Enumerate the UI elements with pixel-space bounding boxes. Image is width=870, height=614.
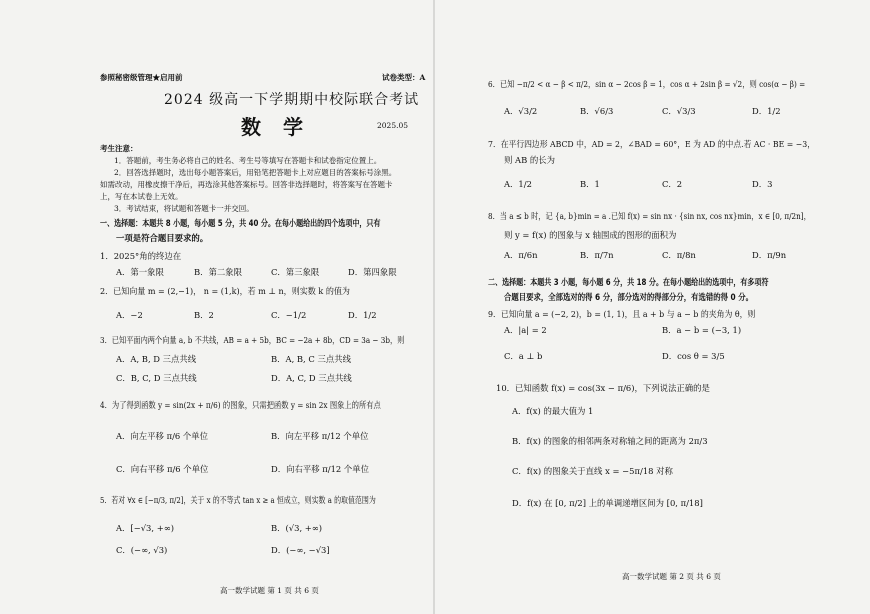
- q6-option-a: A．√3/2: [504, 106, 538, 116]
- notice-title: 考生注意：: [100, 144, 138, 153]
- q1-option-a: A．第一象限: [116, 267, 164, 277]
- q1-option-b: B．第二象限: [194, 267, 243, 277]
- q9-option-a: A．|a| = 2: [504, 325, 547, 335]
- q7-option-d: D．3: [752, 179, 773, 189]
- exam-date: 2025.05: [377, 121, 409, 130]
- right-page-footer: 高一数学试题 第 2 页 共 6 页: [622, 572, 721, 581]
- q7-option-a: A．1/2: [504, 179, 532, 189]
- q3-option-a: A．A, B, D 三点共线: [116, 354, 197, 364]
- question-8: 8．当 a ≤ b 时，记 {a, b}min = a .已知 f(x) = sin nx · {sin nx, cos nx}min，x ∈ [0, π/2n]，: [488, 211, 811, 221]
- section-1-heading-cont: 一项是符合题目要求的。: [116, 233, 209, 243]
- right-page: [482, 0, 857, 614]
- question-8-cont: 则 y = f(x) 的图象与 x 轴围成的图形的面积为: [504, 230, 677, 240]
- confidential-label: 参照秘密级管理★启用前: [100, 73, 183, 82]
- question-7: 7．在平行四边形 ABCD 中，AD = 2，∠BAD = 60°，E 为 AD 的中点.若 AC · BE = −3，: [488, 139, 816, 149]
- q4-option-c: C．向右平移 π/6 个单位: [116, 464, 209, 474]
- q6-option-d: D．1/2: [752, 106, 781, 116]
- q5-option-b: B．(√3, +∞): [271, 523, 323, 533]
- exam-title: 2024 级高一下学期期中校际联合考试: [164, 92, 420, 108]
- q2-option-a: A．−2: [116, 310, 143, 320]
- q3-option-d: D．A, C, D 三点共线: [271, 373, 352, 383]
- q9-option-c: C．a ⊥ b: [504, 351, 543, 361]
- q3-option-c: C．B, C, D 三点共线: [116, 373, 197, 383]
- section-2-heading: 二、选择题：本题共 3 小题，每小题 6 分，共 18 分。在每小题给出的选项中，有多项符: [488, 277, 769, 287]
- q4-option-b: B．向左平移 π/12 个单位: [271, 431, 369, 441]
- question-6: 6．已知 −π/2 < α − β < π/2，sin α − 2cos β = 1，cos α + 2sin β = √2，则 cos(α − β) =: [488, 79, 806, 89]
- left-page: [96, 0, 441, 614]
- q10-option-a: A．f(x) 的最大值为 1: [512, 406, 594, 416]
- q1-option-c: C．第三象限: [271, 267, 320, 277]
- q5-option-d: D．(−∞, −√3]: [271, 545, 330, 555]
- subject-title: 数学: [241, 115, 325, 139]
- q4-option-a: A．向左平移 π/6 个单位: [116, 431, 209, 441]
- q2-option-c: C．−1/2: [271, 310, 307, 320]
- q4-option-d: D．向右平移 π/12 个单位: [271, 464, 370, 474]
- q9-option-b: B．a − b = (−3, 1): [662, 325, 742, 335]
- question-1: 1．2025°角的终边在: [100, 251, 182, 261]
- q9-option-d: D．cos θ = 3/5: [662, 351, 725, 361]
- question-2: 2．已知向量 m = (2,−1)， n = (1,k)，若 m ⊥ n，则实数 k 的值为: [100, 286, 350, 296]
- notice-1: 1．答题前，考生务必将自己的姓名、考生号等填写在答题卡和试卷指定位置上。: [114, 156, 382, 165]
- question-4: 4．为了得到函数 y = sin(2x + π/6) 的图象，只需把函数 y = sin 2x 图象上的所有点: [100, 400, 381, 410]
- question-5: 5．若对 ∀x ∈ [−π/3, π/2]，关于 x 的不等式 tan x ≥ a 恒成立，则实数 a 的取值范围为: [100, 495, 376, 505]
- q10-option-c: C．f(x) 的图象关于直线 x = −5π/18 对称: [512, 466, 673, 476]
- q8-option-b: B．π/7n: [580, 250, 614, 260]
- q10-option-d: D．f(x) 在 [0, π/2] 上的单调递增区间为 [0, π/18]: [512, 498, 703, 508]
- q5-option-c: C．(−∞, √3): [116, 545, 168, 555]
- paper-type-label: 试卷类型：A: [382, 73, 426, 82]
- q7-option-b: B．1: [580, 179, 600, 189]
- notice-2-cont: 如需改动，用橡皮擦干净后，再选涂其他答案标号。回答非选择题时，将答案写在答题卡: [100, 180, 393, 189]
- q2-option-b: B．2: [194, 310, 214, 320]
- question-10: 10．已知函数 f(x) = cos(3x − π/6)，下列说法正确的是: [496, 383, 710, 393]
- left-page-footer: 高一数学试题 第 1 页 共 6 页: [220, 586, 319, 595]
- q1-option-d: D．第四象限: [348, 267, 397, 277]
- question-7-cont: 则 AB 的长为: [504, 155, 556, 165]
- notice-2-cont2: 上，写在本试卷上无效。: [100, 192, 183, 201]
- q3-option-b: B．A, B, C 三点共线: [271, 354, 351, 364]
- q8-option-a: A．π/6n: [504, 250, 538, 260]
- q6-option-c: C．√3/3: [662, 106, 696, 116]
- notice-3: 3．考试结束，将试题和答题卡一并交回。: [114, 204, 254, 213]
- q8-option-c: C．π/8n: [662, 250, 696, 260]
- q10-option-b: B．f(x) 的图象的相邻两条对称轴之间的距离为 2π/3: [512, 436, 708, 446]
- q6-option-b: B．√6/3: [580, 106, 614, 116]
- q2-option-d: D．1/2: [348, 310, 377, 320]
- q8-option-d: D．π/9n: [752, 250, 787, 260]
- section-1-heading: 一、选择题：本题共 8 小题，每小题 5 分，共 40 分。在每小题给出的四个选项中，只有: [100, 218, 381, 228]
- q5-option-a: A．[−√3, +∞): [116, 523, 174, 533]
- notice-2: 2．回答选择题时，选出每小题答案后，用铅笔把答题卡上对应题目的答案标号涂黑。: [114, 168, 397, 177]
- question-3: 3．已知平面内两个向量 a, b 不共线，AB = a + 5b，BC = −2a + 8b，CD = 3a − 3b，则: [100, 335, 405, 345]
- question-9: 9．已知向量 a = (−2, 2)，b = (1, 1)，且 a + b 与 a − b 的夹角为 θ，则: [488, 309, 756, 319]
- section-2-heading-cont: 合题目要求，全部选对的得 6 分，部分选对的得部分分，有选错的得 0 分。: [504, 292, 753, 302]
- q7-option-c: C．2: [662, 179, 683, 189]
